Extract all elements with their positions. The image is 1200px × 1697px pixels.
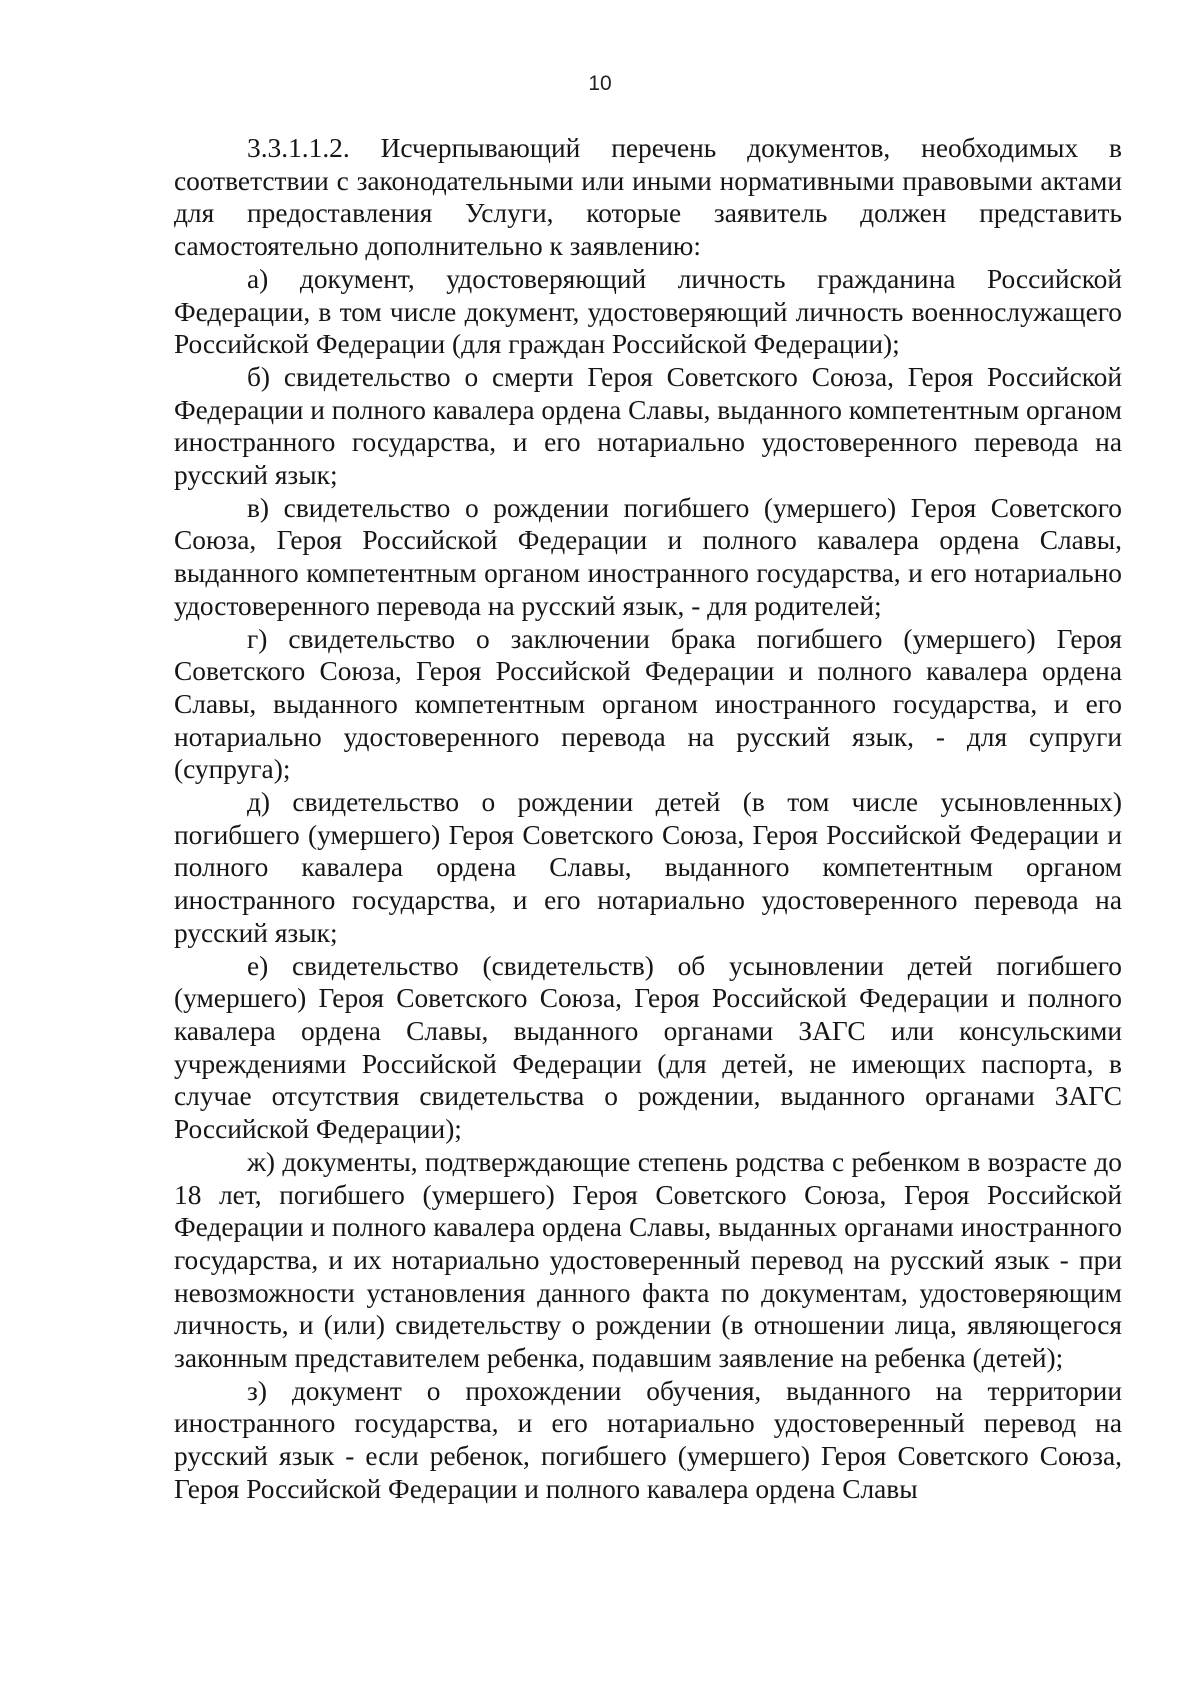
- page-number: 10: [588, 72, 612, 95]
- document-body: [174, 132, 1122, 1506]
- paragraph-item-a: а) документ, удостоверяющий личность гражданина Российской Федерации, в том числе документ, удостоверяющий личность военнослужащего Российской Федерации (для граждан Российской Федерации);: [174, 263, 1122, 360]
- paragraph-item-b: б) свидетельство о смерти Героя Советского Союза, Героя Российской Федерации и полного кавалера ордена Славы, выданного компетентным органом иностранного государства, и его нотариально удостоверенного перевода на русский язык;: [174, 361, 1122, 491]
- paragraph-item-d: д) свидетельство о рождении детей (в том числе усыновленных) погибшего (умершего) Героя Советского Союза, Героя Российской Федерации и полного кавалера ордена Славы, выданного компетентным органом иностранного государства, и его нотариально удостоверенного перевода на русский язык;: [174, 787, 1122, 948]
- paragraph-item-zh: ж) документы, подтверждающие степень родства с ребенком в возрасте до 18 лет, погибшего (умершего) Героя Советского Союза, Героя Российской Федерации и полного кавалера ордена Славы, выданных органами иностранного государства, и их нотариально удостоверенный перевод на русский язык - при невозможности установления данного факта по документам, удостоверяющим личность, и (или) свидетельству о рождении (в отношении лица, являющегося законным представителем ребенка, подавшим заявление на ребенка (детей);: [174, 1146, 1122, 1374]
- paragraph-item-g: г) свидетельство о заключении брака погибшего (умершего) Героя Советского Союза, Героя Российской Федерации и полного кавалера ордена Славы, выданного компетентным органом иностранного государства, и его нотариально удостоверенного перевода на русский язык, - для супруги (супруга);: [174, 623, 1122, 785]
- paragraph-item-z: з) документ о прохождении обучения, выданного на территории иностранного государства, и его нотариально удостоверенный перевод на русский язык - если ребенок, погибшего (умершего) Героя Советского Союза, Героя Российской Федерации и полного кавалера ордена Славы: [174, 1375, 1122, 1504]
- paragraph-item-e: е) свидетельство (свидетельств) об усыновлении детей погибшего (умершего) Героя Советского Союза, Героя Российской Федерации и полного кавалера ордена Славы, выданного органами ЗАГС или консульскими учреждениями Российской Федерации (для детей, не имеющих паспорта, в случае отсутствия свидетельства о рождении, выданного органами ЗАГС Российской Федерации);: [174, 950, 1122, 1145]
- paragraph-item-v: в) свидетельство о рождении погибшего (умершего) Героя Советского Союза, Героя Российской Федерации и полного кавалера ордена Славы, выданного компетентным органом иностранного государства, и его нотариально удостоверенного перевода на русский язык, - для родителей;: [174, 492, 1122, 621]
- paragraph-3-3-1-1-2: 3.3.1.1.2. Исчерпывающий перечень документов, необходимых в соответствии с законодательными или иными нормативными правовыми актами для предоставления Услуги, которые заявитель должен представить самостоятельно дополнительно к заявлению:: [174, 133, 1122, 262]
